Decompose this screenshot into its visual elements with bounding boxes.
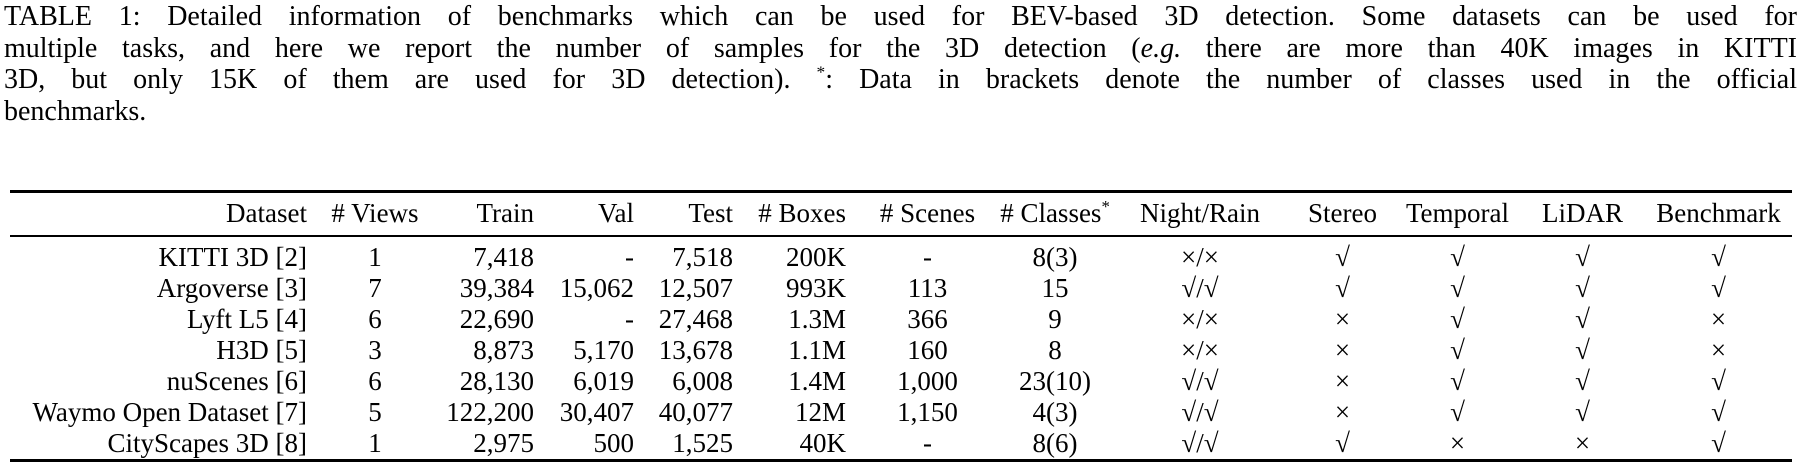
table-cell: ×/× xyxy=(1181,303,1219,334)
table-cell: √ xyxy=(1711,427,1726,458)
header-row xyxy=(10,192,1792,236)
table-cell: 30,407 xyxy=(559,396,634,427)
table-cell: 3 xyxy=(368,334,382,365)
table-caption xyxy=(4,1,1797,127)
table-cell: × xyxy=(1449,427,1466,458)
table-row xyxy=(10,273,1792,304)
table-cell: √ xyxy=(1450,334,1465,365)
table-cell: 8(6) xyxy=(1032,427,1078,458)
table-cell: √ xyxy=(1575,365,1590,396)
table-cell: 113 xyxy=(907,272,948,303)
table-cell: 1,150 xyxy=(897,396,958,427)
table-cell: 8,873 xyxy=(473,334,534,365)
table-cell: √/√ xyxy=(1181,272,1219,303)
table-cell: √ xyxy=(1450,365,1465,396)
table-cell: √ xyxy=(1450,241,1465,272)
table-cell: × xyxy=(1334,303,1351,334)
table-cell: - xyxy=(923,427,932,458)
table-cell: 1.3M xyxy=(788,303,846,334)
column-header-views: # Views xyxy=(331,198,419,229)
table-cell: 7 xyxy=(368,272,382,303)
dataset-name-cell: H3D [5] xyxy=(216,334,307,365)
table-body xyxy=(10,236,1792,461)
header-superscript: * xyxy=(1101,197,1110,217)
table-row xyxy=(10,366,1792,397)
table-cell: 8(3) xyxy=(1032,241,1078,272)
table-cell: 7,418 xyxy=(473,241,534,272)
table-cell: 1.4M xyxy=(788,365,846,396)
table-cell: 5,170 xyxy=(573,334,634,365)
table-cell: 39,384 xyxy=(459,272,534,303)
column-header-temporal: Temporal xyxy=(1405,198,1510,229)
table-cell: 9 xyxy=(1048,303,1062,334)
caption-superscript: * xyxy=(816,62,826,82)
table-cell: √/√ xyxy=(1181,396,1219,427)
caption-text: 3D, but only 15K of them are used for 3D detection). xyxy=(4,64,817,95)
table-cell: √ xyxy=(1335,272,1350,303)
table-cell: 27,468 xyxy=(658,303,733,334)
table-cell: - xyxy=(923,241,932,272)
table-cell: √ xyxy=(1575,334,1590,365)
table-cell: 1 xyxy=(368,241,382,272)
table-cell: 160 xyxy=(907,334,948,365)
column-header-boxes: # Boxes xyxy=(758,198,846,229)
table-cell: 2,975 xyxy=(473,427,534,458)
column-header-night-rain: Night/Rain xyxy=(1140,198,1260,229)
caption-line xyxy=(4,33,1797,65)
benchmark-table xyxy=(10,190,1792,462)
table-cell: 4(3) xyxy=(1032,396,1078,427)
benchmark-table-container xyxy=(10,190,1792,462)
table-row xyxy=(10,236,1792,273)
table-cell: 40,077 xyxy=(658,396,733,427)
table-cell: 5 xyxy=(368,396,382,427)
caption-text: benchmarks. xyxy=(4,95,147,127)
table-cell: 23(10) xyxy=(1019,365,1091,396)
column-header-classes: # Classes* xyxy=(1000,197,1110,229)
caption-text: e.g. xyxy=(1140,32,1182,64)
column-header-train: Train xyxy=(476,198,534,229)
caption-line xyxy=(4,96,1797,128)
table-cell: √ xyxy=(1575,241,1590,272)
column-header-dataset: Dataset xyxy=(226,198,307,229)
table-cell: × xyxy=(1574,427,1591,458)
table-cell: 500 xyxy=(593,427,634,458)
table-row xyxy=(10,304,1792,335)
table-row xyxy=(10,335,1792,366)
caption-text: multiple tasks, and here we report the number of samples for the 3D detection ( xyxy=(4,32,1141,64)
table-cell: × xyxy=(1710,334,1727,365)
table-cell: 366 xyxy=(907,303,948,334)
caption-text: there are more than 40K images in KITTI xyxy=(1181,32,1798,64)
table-cell: - xyxy=(625,241,634,272)
table-row xyxy=(10,397,1792,428)
table-cell: 12,507 xyxy=(658,272,733,303)
column-header-lidar: LiDAR xyxy=(1542,198,1623,229)
table-cell: × xyxy=(1334,396,1351,427)
table-cell: 15 xyxy=(1041,272,1069,303)
table-cell: √/√ xyxy=(1181,365,1219,396)
table-cell: √/√ xyxy=(1181,427,1219,458)
table-cell: 7,518 xyxy=(672,241,733,272)
dataset-name-cell: CityScapes 3D [8] xyxy=(107,427,307,458)
table-cell: 28,130 xyxy=(459,365,534,396)
table-cell: 12M xyxy=(794,396,846,427)
table-cell: 13,678 xyxy=(658,334,733,365)
caption-line xyxy=(4,1,1797,33)
caption-text: TABLE 1: Detailed information of benchmarks which can be used for BEV-based 3D detection. Some datasets can be used for xyxy=(4,1,1797,32)
table-cell: 6 xyxy=(368,365,382,396)
table-cell: 6,019 xyxy=(573,365,634,396)
table-cell: √ xyxy=(1335,427,1350,458)
table-cell: 40K xyxy=(799,427,846,458)
table-cell: 200K xyxy=(786,241,846,272)
dataset-name-cell: Lyft L5 [4] xyxy=(187,303,307,334)
column-header-test: Test xyxy=(688,198,733,229)
table-cell: 8 xyxy=(1048,334,1062,365)
table-cell: 1.1M xyxy=(788,334,846,365)
table-cell: √ xyxy=(1335,241,1350,272)
table-cell: ×/× xyxy=(1181,241,1219,272)
table-cell: √ xyxy=(1711,365,1726,396)
table-cell: √ xyxy=(1711,396,1726,427)
table-cell: √ xyxy=(1575,272,1590,303)
table-cell: 22,690 xyxy=(459,303,534,334)
table-cell: √ xyxy=(1711,272,1726,303)
dataset-name-cell: Argoverse [3] xyxy=(156,272,307,303)
table-cell: √ xyxy=(1575,303,1590,334)
table-cell: × xyxy=(1710,303,1727,334)
column-header-benchmark: Benchmark xyxy=(1656,198,1781,229)
table-cell: √ xyxy=(1711,241,1726,272)
dataset-name-cell: nuScenes [6] xyxy=(166,365,307,396)
table-cell: 15,062 xyxy=(559,272,634,303)
table-cell: 1 xyxy=(368,427,382,458)
table-cell: 1,000 xyxy=(897,365,958,396)
table-cell: × xyxy=(1334,365,1351,396)
dataset-name-cell: Waymo Open Dataset [7] xyxy=(32,396,307,427)
table-cell: - xyxy=(625,303,634,334)
table-cell: √ xyxy=(1450,396,1465,427)
table-cell: 6 xyxy=(368,303,382,334)
table-cell: √ xyxy=(1575,396,1590,427)
table-cell: 993K xyxy=(786,272,846,303)
caption-text: : Data in brackets denote the number of classes used in the official xyxy=(825,64,1797,95)
table-cell: √ xyxy=(1450,303,1465,334)
table-row xyxy=(10,428,1792,461)
table-cell: × xyxy=(1334,334,1351,365)
dataset-name-cell: KITTI 3D [2] xyxy=(158,241,307,272)
table-cell: √ xyxy=(1450,272,1465,303)
table-cell: 1,525 xyxy=(672,427,733,458)
column-header-val: Val xyxy=(598,198,634,229)
column-header-stereo: Stereo xyxy=(1308,198,1377,229)
column-header-scenes: # Scenes xyxy=(879,198,976,229)
table-cell: 122,200 xyxy=(446,396,534,427)
table-cell: ×/× xyxy=(1181,334,1219,365)
table-cell: 6,008 xyxy=(672,365,733,396)
caption-line xyxy=(4,64,1797,96)
